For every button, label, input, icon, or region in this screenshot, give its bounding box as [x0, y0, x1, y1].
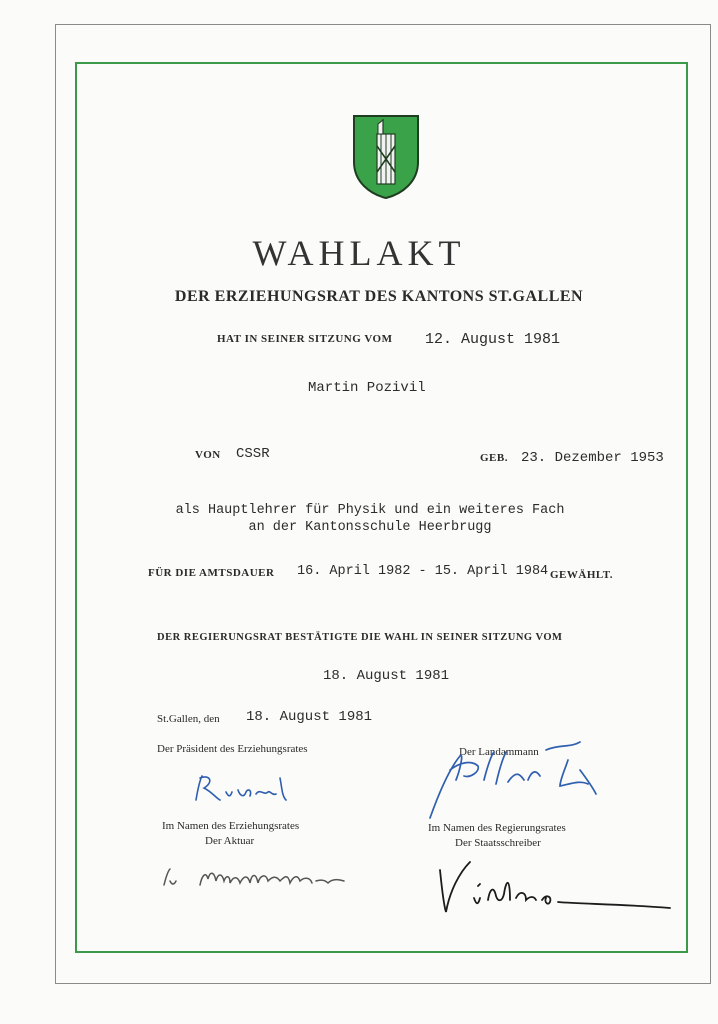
- von-label: VON: [195, 449, 221, 461]
- staatsschreiber-signature: [430, 850, 690, 920]
- term-value: 16. April 1982 - 15. April 1984: [297, 564, 549, 579]
- confirmation-label: DER REGIERUNGSRAT BESTÄTIGTE DIE WAHL IN SEINER SITZUNG VOM: [157, 632, 563, 643]
- president-label: Der Präsident des Erziehungsrates: [157, 743, 308, 755]
- left-role-label: Der Aktuar: [205, 835, 255, 847]
- right-role-label: Der Staatsschreiber: [455, 837, 541, 849]
- person-name: Martin Pozivil: [308, 380, 426, 396]
- session-label: HAT IN SEINER SITZUNG VOM: [217, 333, 393, 345]
- term-suffix: GEWÄHLT.: [550, 569, 613, 581]
- von-value: CSSR: [236, 446, 270, 462]
- coat-of-arms-icon: [352, 114, 420, 200]
- position-line-2: an der Kantonsschule Heerbrugg: [248, 520, 492, 535]
- place-date: 18. August 1981: [246, 709, 373, 725]
- place-label: St.Gallen, den: [157, 713, 220, 725]
- term-label: FÜR DIE AMTSDAUER: [148, 567, 275, 579]
- document-title: WAHLAKT: [252, 233, 466, 273]
- authority-heading: DER ERZIEHUNGSRAT DES KANTONS ST.GALLEN: [174, 288, 584, 305]
- session-date: 12. August 1981: [425, 331, 561, 348]
- aktuar-signature: [160, 855, 390, 895]
- right-on-behalf-label: Im Namen des Regierungsrates: [428, 822, 566, 834]
- left-on-behalf-label: Im Namen des Erziehungsrates: [162, 820, 300, 832]
- position-line-1: als Hauptlehrer für Physik und ein weiteres Fach: [175, 503, 565, 518]
- president-signature: [190, 770, 300, 810]
- geb-label: GEB.: [480, 452, 508, 464]
- landammann-signature: [420, 740, 620, 825]
- confirmation-date: 18. August 1981: [323, 668, 450, 684]
- landammann-label: Der Landammann: [459, 746, 539, 758]
- geb-value: 23. Dezember 1953: [521, 450, 664, 466]
